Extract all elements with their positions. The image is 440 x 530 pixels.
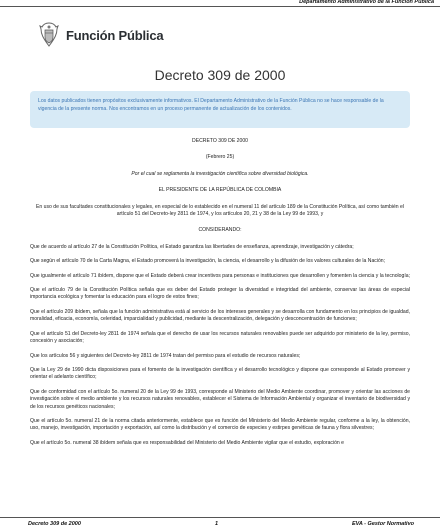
- paragraph: Que el artículo 51 del Decreto-ley 2811 de 1974 señala que el derecho de usar los recursos naturales renovables puede ser adquirido por ministerio de la ley, permiso, concesión y asociación;: [30, 330, 410, 345]
- paragraph: Que el artículo 79 de la Constitución Política señala que es deber del Estado proteger la diversidad e integridad del ambiente, conservar las áreas de especial importancia ecológica y fomentar la educación para el logro de estos fines;: [30, 287, 410, 301]
- decree-subtitle: Por el cual se reglamenta la investigación científica sobre diversidad biológica.: [131, 170, 309, 177]
- document-body: [30, 138, 410, 454]
- paragraph: Que de conformidad con el artículo 5o. numeral 20 de la Ley 99 de 1993, corresponde al Ministerio del Medio Ambiente coordinar, promover y orientar las acciones de investigación sobre el medio ambiente y los recursos naturales renovables, establecer el Sistema de Información Ambiental y organizar el inventario de biodiversidad y de los recursos genéticos nacionales;: [30, 388, 410, 410]
- page-footer: [0, 517, 440, 530]
- paragraph: Que igualmente el artículo 71 ibídem, dispone que el Estado deberá crear incentivos para personas e instituciones que desarrollen y fomenten la ciencia y la tecnología;: [30, 272, 410, 279]
- coat-of-arms-icon: [38, 22, 60, 48]
- footer-page-number: 1: [215, 521, 219, 527]
- decree-authority: EL PRESIDENTE DE LA REPÚBLICA DE COLOMBIA: [158, 187, 282, 194]
- paragraph: Que según el artículo 70 de la Carta Magna, el Estado promoverá la investigación, la ciencia, el desarrollo y la difusión de los valores culturales de la Nación;: [30, 258, 386, 265]
- footer-document-name: Decreto 309 de 2000: [28, 521, 81, 527]
- paragraph: Que el artículo 209 ibídem, señala que la función administrativa está al servicio de los intereses generales y se desarrolla con fundamento en los principios de igualdad, moralidad, eficacia, economía, celeridad, imparcialidad y publicidad, mediante la descentralización, delegación y desconcentración de funciones;: [30, 308, 410, 323]
- logo[interactable]: [38, 22, 163, 48]
- disclaimer-notice: Los datos publicados tienen propósitos exclusivamente informativos. El Departamento Administrativo de la Función Pública no se hace responsable de la vigencia de la presente norma. Nos encontramos en un proceso permanente de actualización de los contenidos.: [30, 91, 410, 128]
- page-title: Decreto 309 de 2000: [154, 67, 286, 83]
- paragraph: Que el artículo 5o. numeral 21 de la norma citada anteriormente, establece que es función del Ministerio del Medio Ambiente regular, conforme a la ley, la obtención, uso, manejo, investigación, importación y exportación, así como la distribución y el comercio de especies y estirpes genéticas de fauna y flora silvestres;: [30, 417, 410, 432]
- paragraph: Que la Ley 29 de 1990 dicta disposiciones para el fomento de la investigación científica y el desarrollo tecnológico y dispone que corresponde al Estado promover y orientar el adelanto científico;: [30, 366, 410, 381]
- decree-heading: DECRETO 309 DE 2000: [192, 138, 248, 144]
- logo-text: Función Pública: [66, 27, 164, 43]
- considering-heading: CONSIDERANDO:: [198, 227, 242, 234]
- paragraph: Que el artículo 5o. numeral 38 ibídem señala que es responsabilidad del Ministerio del Medio Ambiente vigilar que el estudio, exploración e: [30, 439, 345, 446]
- paragraph: Que los artículos 56 y siguientes del Decreto-ley 2811 de 1974 tratan del permiso para el estudio de recursos naturales;: [30, 352, 301, 359]
- top-header-bar: [0, 0, 440, 7]
- decree-preamble: En uso de sus facultades constitucionales y legales, en especial de lo establecido en el numeral 11 del artículo 189 de la Constitución Política, así como también el artículo 51 del Decreto-ley 2811 de 1974, y los artículos 20, 21 y 38 de la Ley 99 de 1993, y: [35, 203, 404, 218]
- paragraph: Que de acuerdo al artículo 27 de la Constitución Política, el Estado garantiza las libertades de enseñanza, aprendizaje, investigación y cátedra;: [30, 243, 354, 250]
- department-name: Departamento Administrativo de la Función Pública: [299, 0, 434, 5]
- footer-source: EVA - Gestor Normativo: [351, 521, 414, 527]
- decree-date: (Febrero 25): [205, 154, 235, 161]
